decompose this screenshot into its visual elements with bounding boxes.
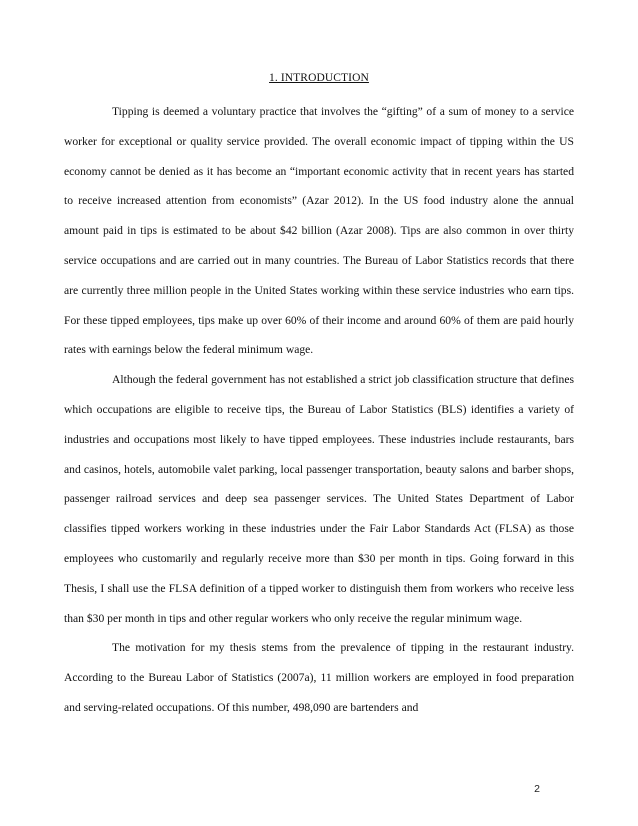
section-heading: 1. INTRODUCTION bbox=[269, 72, 369, 84]
paragraph-tipping-definition: Tipping is deemed a voluntary practice that involves the “gifting” of a sum of money to a service worker for exceptional or quality service provided. The overall economic impact of tipping within the US economy cannot be denied as it has become an “important economic activity that in recent years has started to receive increased attention from economists” (Azar 2012). In the US food industry alone the annual amount paid in tips is estimated to be about $42 billion (Azar 2008). Tips are also common in over thirty service occupations and are carried out in many countries. The Bureau of Labor Statistics records that there are currently three million people in the United States working within these service industries who earn tips. For these tipped employees, tips make up over 60% of their income and around 60% of them are paid hourly rates with earnings below the federal minimum wage. bbox=[64, 105, 574, 357]
paragraph-thesis-motivation: The motivation for my thesis stems from the prevalence of tipping in the restaurant industry. According to the Bureau Labor of Statistics (2007a), 11 million workers are employed in food preparation and serving-related occupations. Of this number, 498,090 are bartenders and bbox=[64, 641, 574, 714]
body-text bbox=[64, 97, 574, 723]
paragraph-flsa-classification: Although the federal government has not established a strict job classification structure that defines which occupations are eligible to receive tips, the Bureau of Labor Statistics (BLS) identifies a variety of industries and occupations most likely to have tipped employees. These industries include restaurants, bars and casinos, hotels, automobile valet parking, local passenger transportation, beauty salons and barber shops, passenger railroad services and deep sea passenger services. The United States Department of Labor classifies tipped workers working in these industries under the Fair Labor Standards Act (FLSA) as those employees who customarily and regularly receive more than $30 per month in tips. Going forward in this Thesis, I shall use the FLSA definition of a tipped worker to distinguish them from workers who receive less than $30 per month in tips and other regular workers who only receive the regular minimum wage. bbox=[64, 373, 574, 625]
page-number: 2 bbox=[534, 783, 540, 795]
